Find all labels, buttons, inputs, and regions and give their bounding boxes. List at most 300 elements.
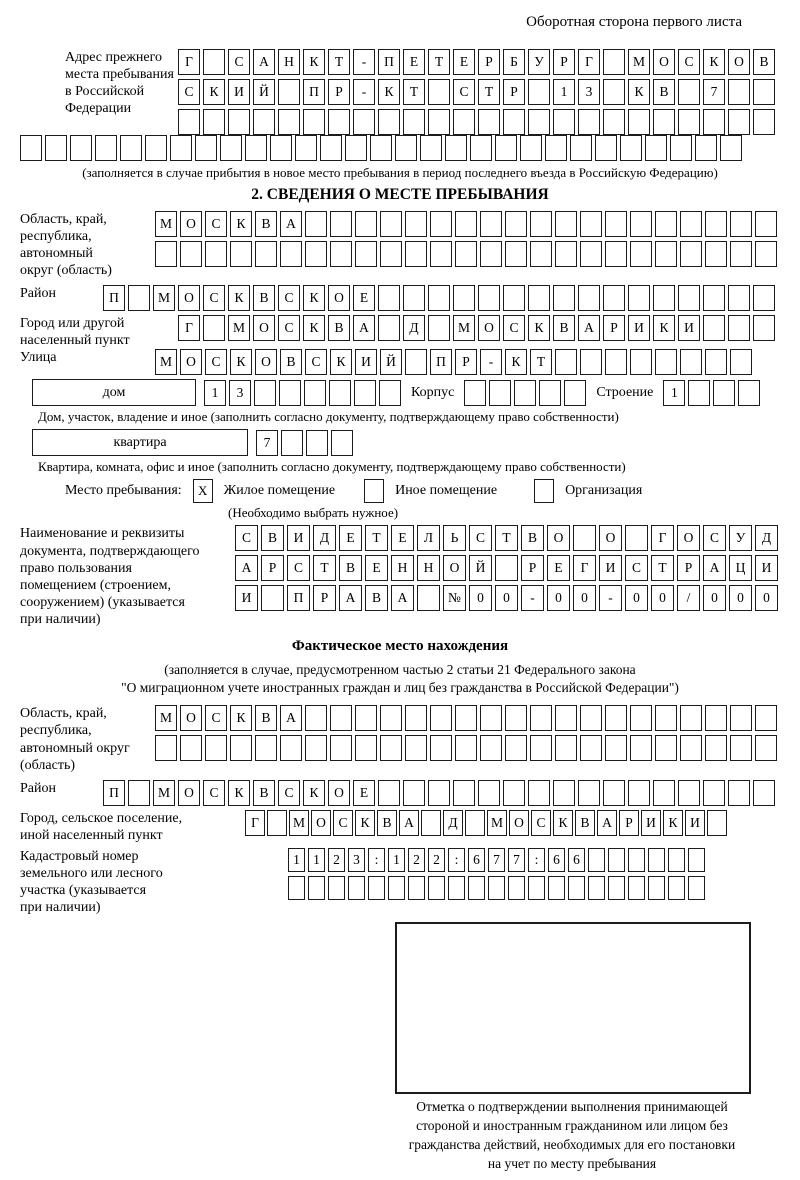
char-cell bbox=[605, 349, 627, 375]
char-cell bbox=[408, 876, 425, 900]
char-cell bbox=[678, 780, 700, 806]
char-cell: Т bbox=[403, 79, 425, 105]
char-cell: О bbox=[328, 780, 350, 806]
char-cell: № bbox=[443, 585, 466, 611]
cadastral-label: Кадастровый номер земельного или лесного участка (указывается при наличии) bbox=[20, 848, 163, 916]
char-cell: 1 bbox=[288, 848, 305, 872]
region-row-1 bbox=[155, 211, 777, 237]
char-cell bbox=[448, 876, 465, 900]
char-cell: 3 bbox=[348, 848, 365, 872]
char-cell bbox=[580, 705, 602, 731]
char-cell: Й bbox=[253, 79, 275, 105]
char-cell bbox=[508, 876, 525, 900]
char-cell bbox=[678, 109, 700, 135]
char-cell bbox=[220, 135, 242, 161]
char-cell: М bbox=[155, 211, 177, 237]
char-cell bbox=[245, 135, 267, 161]
apartment-row bbox=[32, 429, 800, 456]
char-cell bbox=[730, 241, 752, 267]
house-box-label: дом bbox=[32, 379, 196, 406]
apartment-box-label: квартира bbox=[32, 429, 248, 456]
char-cell bbox=[489, 380, 511, 406]
char-cell bbox=[580, 211, 602, 237]
char-cell bbox=[417, 585, 440, 611]
char-cell bbox=[495, 135, 517, 161]
char-cell: Л bbox=[417, 525, 440, 551]
stroenie-label: Строение bbox=[596, 384, 654, 400]
char-cell bbox=[505, 705, 527, 731]
district-row bbox=[103, 285, 775, 311]
char-cell bbox=[428, 79, 450, 105]
district-label: Район bbox=[20, 286, 56, 302]
char-cell bbox=[545, 135, 567, 161]
char-cell bbox=[548, 876, 565, 900]
char-cell bbox=[355, 211, 377, 237]
char-cell: Т bbox=[651, 555, 674, 581]
char-cell bbox=[430, 735, 452, 761]
actual-location-note: (заполняется в случае, предусмотренном частью 2 статьи 21 Федерального закона "О миграционном учете иностранных граждан и лиц без гражданства в Российской Федерации") bbox=[121, 661, 679, 696]
prev-address-overflow-row bbox=[20, 135, 800, 161]
actual-city-block bbox=[20, 810, 800, 844]
char-cell: Г bbox=[245, 810, 265, 836]
char-cell: В bbox=[280, 349, 302, 375]
char-cell: Г bbox=[578, 49, 600, 75]
char-cell: И bbox=[678, 315, 700, 341]
char-cell: Г bbox=[651, 525, 674, 551]
stay-type-row bbox=[65, 479, 800, 503]
char-cell bbox=[625, 525, 648, 551]
char-cell bbox=[380, 705, 402, 731]
korpus-label: Корпус bbox=[411, 384, 455, 400]
char-cell: С bbox=[333, 810, 353, 836]
char-cell: С bbox=[228, 49, 250, 75]
char-cell: Р bbox=[455, 349, 477, 375]
char-cell: - bbox=[353, 49, 375, 75]
char-cell bbox=[580, 735, 602, 761]
char-cell: С bbox=[278, 285, 300, 311]
char-cell: И bbox=[287, 525, 310, 551]
char-cell: Е bbox=[453, 49, 475, 75]
district-block bbox=[20, 285, 800, 315]
char-cell: Е bbox=[365, 555, 388, 581]
char-cell bbox=[603, 780, 625, 806]
char-cell: А bbox=[399, 810, 419, 836]
other-premises-checkbox bbox=[364, 479, 384, 503]
char-cell bbox=[20, 135, 42, 161]
char-cell: 3 bbox=[229, 380, 251, 406]
char-cell bbox=[395, 135, 417, 161]
char-cell: : bbox=[528, 848, 545, 872]
char-cell: В bbox=[365, 585, 388, 611]
cadastral-rows bbox=[288, 848, 705, 900]
char-cell bbox=[528, 79, 550, 105]
char-cell: Е bbox=[353, 285, 375, 311]
char-cell: Й bbox=[469, 555, 492, 581]
char-cell: О bbox=[547, 525, 570, 551]
street-block bbox=[20, 349, 800, 379]
char-cell bbox=[380, 211, 402, 237]
residential-checkbox: X bbox=[193, 479, 213, 503]
char-cell: М bbox=[628, 49, 650, 75]
char-cell: 6 bbox=[468, 848, 485, 872]
char-cell bbox=[405, 241, 427, 267]
actual-location-title: Фактическое место нахождения bbox=[291, 637, 509, 654]
char-cell bbox=[680, 211, 702, 237]
char-cell: С bbox=[625, 555, 648, 581]
char-cell bbox=[580, 349, 602, 375]
char-cell: П bbox=[303, 79, 325, 105]
char-cell: Т bbox=[328, 49, 350, 75]
house-number-cells bbox=[204, 380, 401, 406]
char-cell: - bbox=[521, 585, 544, 611]
char-cell bbox=[455, 735, 477, 761]
char-cell bbox=[380, 735, 402, 761]
char-cell: В bbox=[255, 211, 277, 237]
char-cell: Т bbox=[428, 49, 450, 75]
char-cell bbox=[405, 735, 427, 761]
char-cell: Й bbox=[380, 349, 402, 375]
char-cell bbox=[380, 241, 402, 267]
korpus-cells bbox=[464, 380, 586, 406]
char-cell: А bbox=[280, 705, 302, 731]
char-cell bbox=[503, 285, 525, 311]
char-cell: 0 bbox=[703, 585, 726, 611]
char-cell: М bbox=[487, 810, 507, 836]
prev-address-block bbox=[20, 49, 800, 135]
char-cell: П bbox=[103, 285, 125, 311]
char-cell bbox=[728, 285, 750, 311]
region-row-2 bbox=[155, 241, 777, 267]
organization-label: Организация bbox=[565, 483, 643, 499]
char-cell bbox=[261, 585, 284, 611]
char-cell bbox=[630, 241, 652, 267]
char-cell bbox=[453, 109, 475, 135]
char-cell: В bbox=[753, 49, 775, 75]
char-cell: Е bbox=[353, 780, 375, 806]
apartment-caption: Квартира, комната, офис и иное (заполнить согласно документу, подтверждающему право собственности) bbox=[38, 459, 626, 475]
region-label: Область, край, республика, автономный округ (область) bbox=[20, 212, 112, 279]
char-cell: О bbox=[728, 49, 750, 75]
char-cell bbox=[655, 705, 677, 731]
char-cell: М bbox=[228, 315, 250, 341]
cadastral-block bbox=[20, 848, 800, 916]
char-cell bbox=[628, 780, 650, 806]
char-cell bbox=[180, 735, 202, 761]
char-cell bbox=[753, 315, 775, 341]
char-cell bbox=[553, 285, 575, 311]
char-cell bbox=[255, 241, 277, 267]
char-cell bbox=[330, 211, 352, 237]
char-cell: Ц bbox=[729, 555, 752, 581]
char-cell: С bbox=[305, 349, 327, 375]
char-cell bbox=[730, 735, 752, 761]
char-cell bbox=[605, 211, 627, 237]
char-cell: В bbox=[339, 555, 362, 581]
confirmation-caption: Отметка о подтверждении выполнения принимающей стороной и иностранным гражданином или лицом без гражданства действий, необходимых для его постановки на учет по месту пребывания bbox=[408, 1099, 736, 1171]
char-cell bbox=[630, 211, 652, 237]
prev-address-label: Адрес прежнего места пребывания в Российской Федерации bbox=[65, 50, 174, 117]
char-cell bbox=[278, 109, 300, 135]
city-label: Город или другой населенный пункт bbox=[20, 316, 130, 349]
char-cell bbox=[495, 555, 518, 581]
street-label: Улица bbox=[20, 350, 57, 366]
char-cell: О bbox=[478, 315, 500, 341]
char-cell bbox=[553, 109, 575, 135]
char-cell bbox=[530, 211, 552, 237]
char-cell bbox=[705, 241, 727, 267]
char-cell bbox=[353, 109, 375, 135]
char-cell bbox=[445, 135, 467, 161]
char-cell: 2 bbox=[328, 848, 345, 872]
document-label: Наименование и реквизиты документа, подтверждающего право пользования помещением (строением, сооружением) (указывается при наличии) bbox=[20, 526, 200, 627]
char-cell bbox=[203, 49, 225, 75]
char-cell: К bbox=[628, 79, 650, 105]
char-cell: В bbox=[575, 810, 595, 836]
char-cell bbox=[705, 211, 727, 237]
char-cell bbox=[605, 241, 627, 267]
char-cell bbox=[480, 211, 502, 237]
char-cell: 1 bbox=[553, 79, 575, 105]
char-cell bbox=[305, 241, 327, 267]
actual-district-label: Район bbox=[20, 780, 56, 796]
house-caption: Дом, участок, владение и иное (заполнить согласно документу, подтверждающему право собственности) bbox=[38, 409, 619, 425]
char-cell: О bbox=[599, 525, 622, 551]
char-cell: К bbox=[330, 349, 352, 375]
char-cell bbox=[555, 349, 577, 375]
char-cell bbox=[688, 876, 705, 900]
char-cell: П bbox=[430, 349, 452, 375]
char-cell bbox=[653, 285, 675, 311]
char-cell bbox=[595, 135, 617, 161]
document-row-3 bbox=[235, 585, 778, 611]
char-cell bbox=[428, 285, 450, 311]
char-cell: 0 bbox=[729, 585, 752, 611]
char-cell bbox=[464, 380, 486, 406]
char-cell bbox=[155, 735, 177, 761]
char-cell bbox=[330, 241, 352, 267]
stroenie-cells bbox=[663, 380, 760, 406]
char-cell: : bbox=[368, 848, 385, 872]
char-cell: С bbox=[531, 810, 551, 836]
char-cell bbox=[630, 705, 652, 731]
char-cell bbox=[355, 241, 377, 267]
char-cell bbox=[603, 285, 625, 311]
char-cell bbox=[678, 79, 700, 105]
char-cell: П bbox=[287, 585, 310, 611]
city-block bbox=[20, 315, 800, 349]
document-rows bbox=[235, 525, 778, 611]
actual-district-block bbox=[20, 780, 800, 810]
char-cell bbox=[280, 735, 302, 761]
char-cell bbox=[295, 135, 317, 161]
char-cell bbox=[755, 241, 777, 267]
char-cell bbox=[755, 211, 777, 237]
char-cell bbox=[255, 735, 277, 761]
char-cell: Т bbox=[530, 349, 552, 375]
char-cell: Д bbox=[443, 810, 463, 836]
char-cell: 7 bbox=[256, 430, 278, 456]
char-cell: Е bbox=[339, 525, 362, 551]
char-cell bbox=[578, 109, 600, 135]
page-title: Оборотная сторона первого листа bbox=[526, 14, 742, 30]
char-cell bbox=[630, 735, 652, 761]
char-cell: А bbox=[703, 555, 726, 581]
char-cell bbox=[753, 285, 775, 311]
char-cell bbox=[605, 735, 627, 761]
char-cell: В bbox=[328, 315, 350, 341]
char-cell: Г bbox=[573, 555, 596, 581]
char-cell: В bbox=[521, 525, 544, 551]
char-cell bbox=[564, 380, 586, 406]
char-cell: 3 bbox=[578, 79, 600, 105]
char-cell bbox=[668, 876, 685, 900]
char-cell bbox=[279, 380, 301, 406]
char-cell bbox=[720, 135, 742, 161]
char-cell bbox=[514, 380, 536, 406]
char-cell bbox=[605, 705, 627, 731]
char-cell bbox=[95, 135, 117, 161]
char-cell bbox=[430, 211, 452, 237]
char-cell: О bbox=[653, 49, 675, 75]
char-cell bbox=[505, 211, 527, 237]
char-cell bbox=[603, 79, 625, 105]
char-cell bbox=[478, 109, 500, 135]
prev-address-row-3 bbox=[178, 109, 775, 135]
char-cell bbox=[755, 735, 777, 761]
char-cell bbox=[368, 876, 385, 900]
char-cell bbox=[428, 315, 450, 341]
char-cell: П bbox=[103, 780, 125, 806]
char-cell bbox=[455, 241, 477, 267]
char-cell bbox=[306, 430, 328, 456]
char-cell bbox=[530, 241, 552, 267]
char-cell bbox=[628, 285, 650, 311]
char-cell: И bbox=[355, 349, 377, 375]
char-cell bbox=[728, 109, 750, 135]
char-cell: С bbox=[287, 555, 310, 581]
char-cell: В bbox=[253, 780, 275, 806]
char-cell bbox=[578, 285, 600, 311]
other-premises-label: Иное помещение bbox=[395, 483, 498, 499]
char-cell: А bbox=[280, 211, 302, 237]
char-cell bbox=[465, 810, 485, 836]
char-cell bbox=[705, 705, 727, 731]
char-cell: О bbox=[677, 525, 700, 551]
char-cell bbox=[405, 349, 427, 375]
char-cell bbox=[505, 735, 527, 761]
char-cell bbox=[580, 241, 602, 267]
char-cell bbox=[608, 848, 625, 872]
char-cell: А bbox=[253, 49, 275, 75]
char-cell: 7 bbox=[703, 79, 725, 105]
char-cell: И bbox=[628, 315, 650, 341]
char-cell: Н bbox=[391, 555, 414, 581]
char-cell: О bbox=[180, 211, 202, 237]
char-cell bbox=[430, 705, 452, 731]
char-cell: В bbox=[553, 315, 575, 341]
char-cell: И bbox=[685, 810, 705, 836]
actual-city-row bbox=[245, 810, 727, 836]
char-cell bbox=[145, 135, 167, 161]
char-cell bbox=[703, 780, 725, 806]
char-cell bbox=[528, 109, 550, 135]
char-cell bbox=[730, 705, 752, 731]
char-cell: Е bbox=[391, 525, 414, 551]
char-cell: 7 bbox=[488, 848, 505, 872]
char-cell bbox=[528, 876, 545, 900]
char-cell: К bbox=[355, 810, 375, 836]
char-cell: О bbox=[255, 349, 277, 375]
char-cell bbox=[328, 876, 345, 900]
char-cell bbox=[303, 109, 325, 135]
char-cell bbox=[421, 810, 441, 836]
char-cell: С bbox=[278, 315, 300, 341]
char-cell: К bbox=[203, 79, 225, 105]
char-cell bbox=[648, 876, 665, 900]
char-cell: 7 bbox=[508, 848, 525, 872]
char-cell: М bbox=[453, 315, 475, 341]
char-cell bbox=[170, 135, 192, 161]
char-cell: 2 bbox=[408, 848, 425, 872]
char-cell bbox=[670, 135, 692, 161]
char-cell bbox=[155, 241, 177, 267]
document-block bbox=[20, 525, 800, 627]
char-cell bbox=[330, 705, 352, 731]
char-cell: Р bbox=[677, 555, 700, 581]
char-cell bbox=[230, 735, 252, 761]
char-cell: Н bbox=[417, 555, 440, 581]
char-cell: К bbox=[505, 349, 527, 375]
char-cell bbox=[568, 876, 585, 900]
char-cell: Р bbox=[313, 585, 336, 611]
char-cell bbox=[331, 430, 353, 456]
actual-region-rows bbox=[155, 705, 777, 761]
char-cell bbox=[329, 380, 351, 406]
char-cell: - bbox=[599, 585, 622, 611]
char-cell bbox=[648, 848, 665, 872]
char-cell bbox=[45, 135, 67, 161]
prev-address-note: (заполняется в случае прибытия в новое место пребывания в период последнего въезда в Российскую Федерацию) bbox=[82, 165, 718, 180]
char-cell bbox=[388, 876, 405, 900]
char-cell bbox=[588, 876, 605, 900]
char-cell: С bbox=[205, 705, 227, 731]
char-cell: У bbox=[729, 525, 752, 551]
char-cell: К bbox=[653, 315, 675, 341]
char-cell: М bbox=[155, 705, 177, 731]
document-row-1 bbox=[235, 525, 778, 551]
char-cell bbox=[738, 380, 760, 406]
char-cell bbox=[405, 705, 427, 731]
char-cell bbox=[354, 380, 376, 406]
char-cell bbox=[345, 135, 367, 161]
char-cell bbox=[680, 735, 702, 761]
char-cell: Г bbox=[178, 49, 200, 75]
char-cell bbox=[655, 211, 677, 237]
char-cell: О bbox=[443, 555, 466, 581]
char-cell bbox=[328, 109, 350, 135]
cadastral-row-1 bbox=[288, 848, 705, 872]
char-cell bbox=[678, 285, 700, 311]
char-cell bbox=[653, 109, 675, 135]
char-cell: Р bbox=[503, 79, 525, 105]
char-cell bbox=[680, 349, 702, 375]
char-cell bbox=[539, 380, 561, 406]
char-cell: 0 bbox=[495, 585, 518, 611]
char-cell bbox=[305, 211, 327, 237]
char-cell bbox=[203, 315, 225, 341]
char-cell: М bbox=[153, 285, 175, 311]
char-cell bbox=[555, 241, 577, 267]
